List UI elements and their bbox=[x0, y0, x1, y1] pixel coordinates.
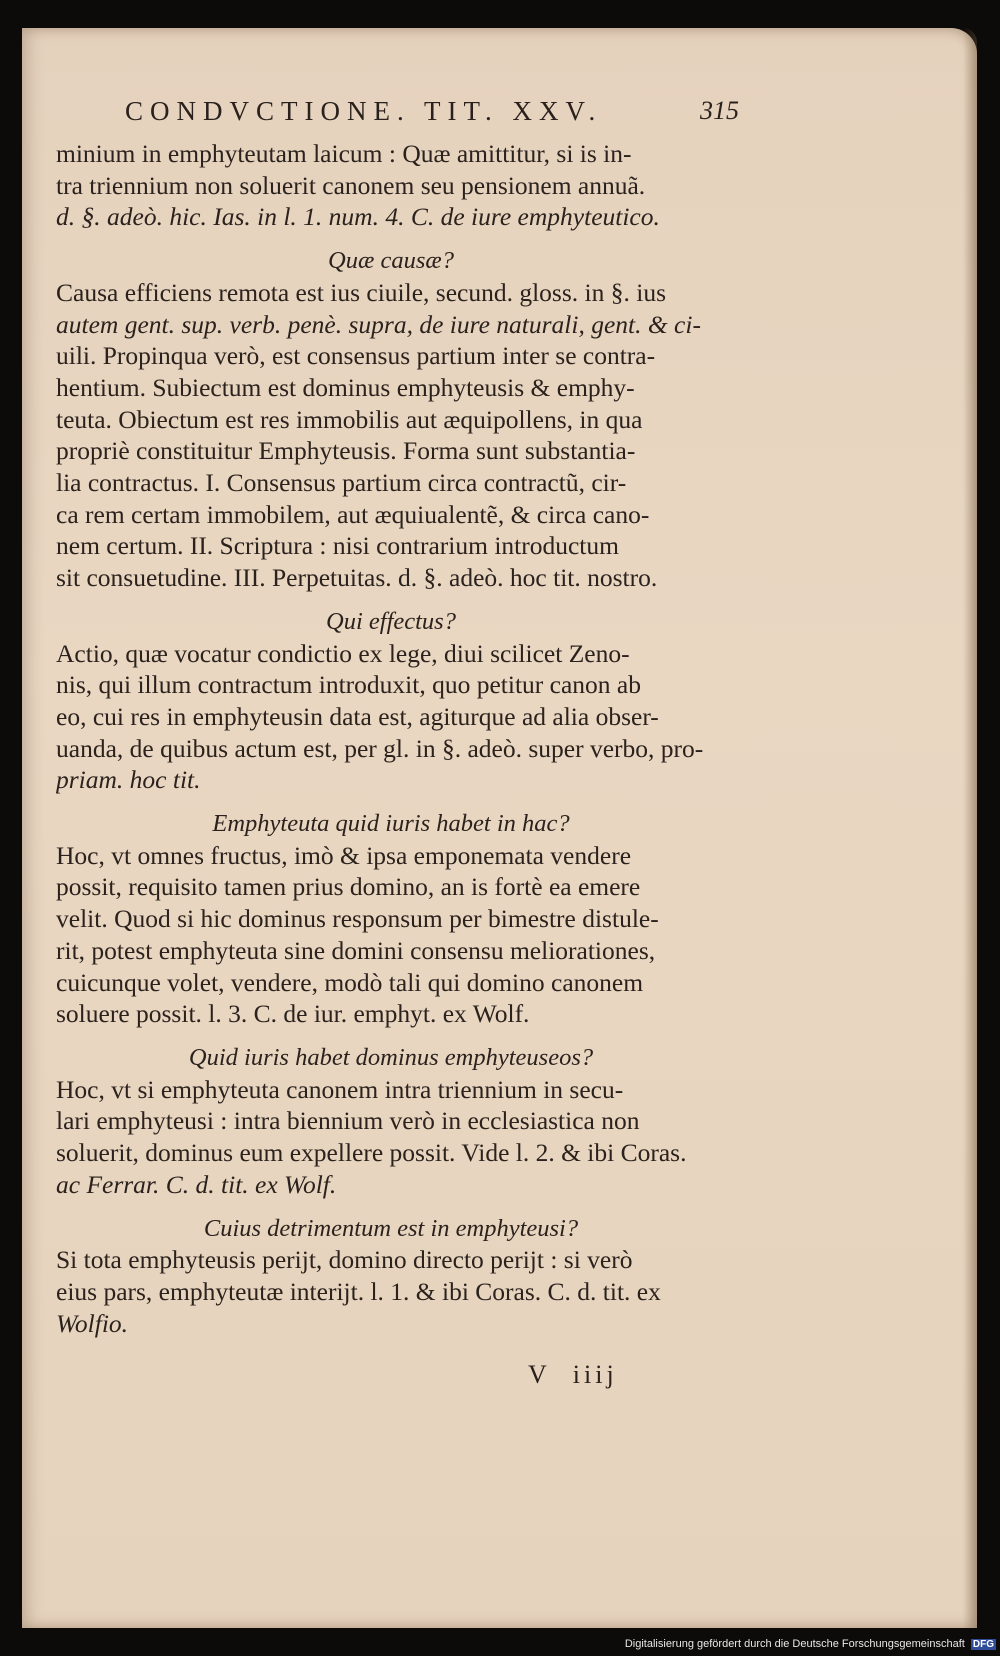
credit-text: Digitalisierung gefördert durch die Deutsche Forschungsgemeinschaft bbox=[624, 1638, 965, 1650]
dfg-logo: DFG bbox=[972, 1639, 994, 1650]
text-line: possit, requisito tamen prius domino, an is fortè ea emere bbox=[56, 872, 641, 902]
text-line: Hoc, vt si emphyteuta canonem intra triennium in secu- bbox=[56, 1074, 624, 1104]
text-line: lari emphyteusi : intra biennium verò in ecclesiastica non bbox=[56, 1106, 640, 1136]
digitization-credit bbox=[625, 1638, 996, 1650]
text-line: lia contractus. I. Consensus partium circa contractũ, cir- bbox=[56, 468, 627, 498]
spacer bbox=[56, 1030, 726, 1042]
page-number: 315 bbox=[700, 96, 739, 125]
text-line: cuicunque volet, vendere, modò tali qui domino canonem bbox=[56, 967, 644, 997]
text-block bbox=[56, 138, 726, 1339]
text-line: priam. hoc tit. bbox=[56, 765, 201, 795]
text-line: eius pars, emphyteutæ interijt. l. 1. & ibi Coras. C. d. tit. ex bbox=[56, 1276, 661, 1306]
text-line: ca rem certam immobilem, aut æquiualentẽ, & circa cano- bbox=[56, 499, 650, 529]
text-line: Hoc, vt omnes fructus, imò & ipsa emponemata vendere bbox=[56, 840, 632, 870]
text-line: Actio, quæ vocatur condictio ex lege, diui scilicet Zeno- bbox=[56, 638, 630, 668]
question-heading: Quæ causæ? bbox=[328, 247, 454, 275]
spacer bbox=[56, 1201, 726, 1213]
signature-letter: V bbox=[528, 1360, 551, 1389]
text-line: velit. Quod si hic dominus responsum per bimestre distule- bbox=[56, 904, 659, 934]
question-heading: Cuius detrimentum est in emphyteusi? bbox=[203, 1214, 579, 1242]
text-line: Wolfio. bbox=[56, 1308, 129, 1338]
spacer bbox=[56, 594, 726, 606]
signature-number: iiij bbox=[572, 1360, 618, 1389]
text-line: tra triennium non soluerit canonem seu pensionem annuã. bbox=[56, 170, 646, 200]
text-line: eo, cui res in emphyteusin data est, agiturque ad alia obser- bbox=[56, 701, 659, 731]
text-line: Si tota emphyteusis perijt, domino directo perijt : si verò bbox=[56, 1245, 633, 1275]
text-line: d. §. adeò. hic. Ias. in l. 1. num. 4. C. de iure emphyteutico. bbox=[56, 202, 660, 232]
spacer bbox=[56, 796, 726, 808]
text-line: ac Ferrar. C. d. tit. ex Wolf. bbox=[56, 1169, 337, 1199]
spacer bbox=[56, 233, 726, 245]
text-line: propriè constituitur Emphyteusis. Forma sunt substantia- bbox=[56, 436, 636, 466]
text-line: minium in emphyteutam laicum : Quæ amittitur, si is in- bbox=[56, 139, 632, 168]
text-line: rit, potest emphyteuta sine domini consensu meliorationes, bbox=[56, 935, 656, 965]
signature-mark bbox=[528, 1360, 618, 1390]
text-line: nis, qui illum contractum introduxit, quo petitur canon ab bbox=[56, 670, 641, 700]
question-heading: Qui effectus? bbox=[326, 607, 456, 635]
text-line: soluerit, dominus eum expellere possit. Vide l. 2. & ibi Coras. bbox=[56, 1138, 687, 1168]
question-heading: Quid iuris habet dominus emphyteuseos? bbox=[188, 1043, 594, 1071]
text-line: uili. Propinqua verò, est consensus partium inter se contra- bbox=[56, 341, 656, 371]
text-line: hentium. Subiectum est dominus emphyteusis & emphy- bbox=[56, 372, 635, 402]
text-line: sit consuetudine. III. Perpetuitas. d. §. adeò. hoc tit. nostro. bbox=[56, 563, 658, 593]
text-line: Causa efficiens remota est ius ciuile, secund. gloss. in §. ius bbox=[56, 277, 666, 307]
running-title: CONDVCTIONE. TIT. XXV. bbox=[125, 96, 603, 126]
text-line: teuta. Obiectum est res immobilis aut æquipollens, in qua bbox=[56, 404, 643, 434]
text-line: nem certum. II. Scriptura : nisi contrarium introductum bbox=[56, 531, 619, 561]
question-heading: Emphyteuta quid iuris habet in hac? bbox=[212, 810, 570, 838]
text-line: autem gent. sup. verb. penè. supra, de iure naturali, gent. & ci- bbox=[56, 309, 701, 339]
text-line: soluere possit. l. 3. C. de iur. emphyt. ex Wolf. bbox=[56, 999, 530, 1029]
text-line: uanda, de quibus actum est, per gl. in §. adeò. super verbo, pro- bbox=[56, 733, 704, 763]
